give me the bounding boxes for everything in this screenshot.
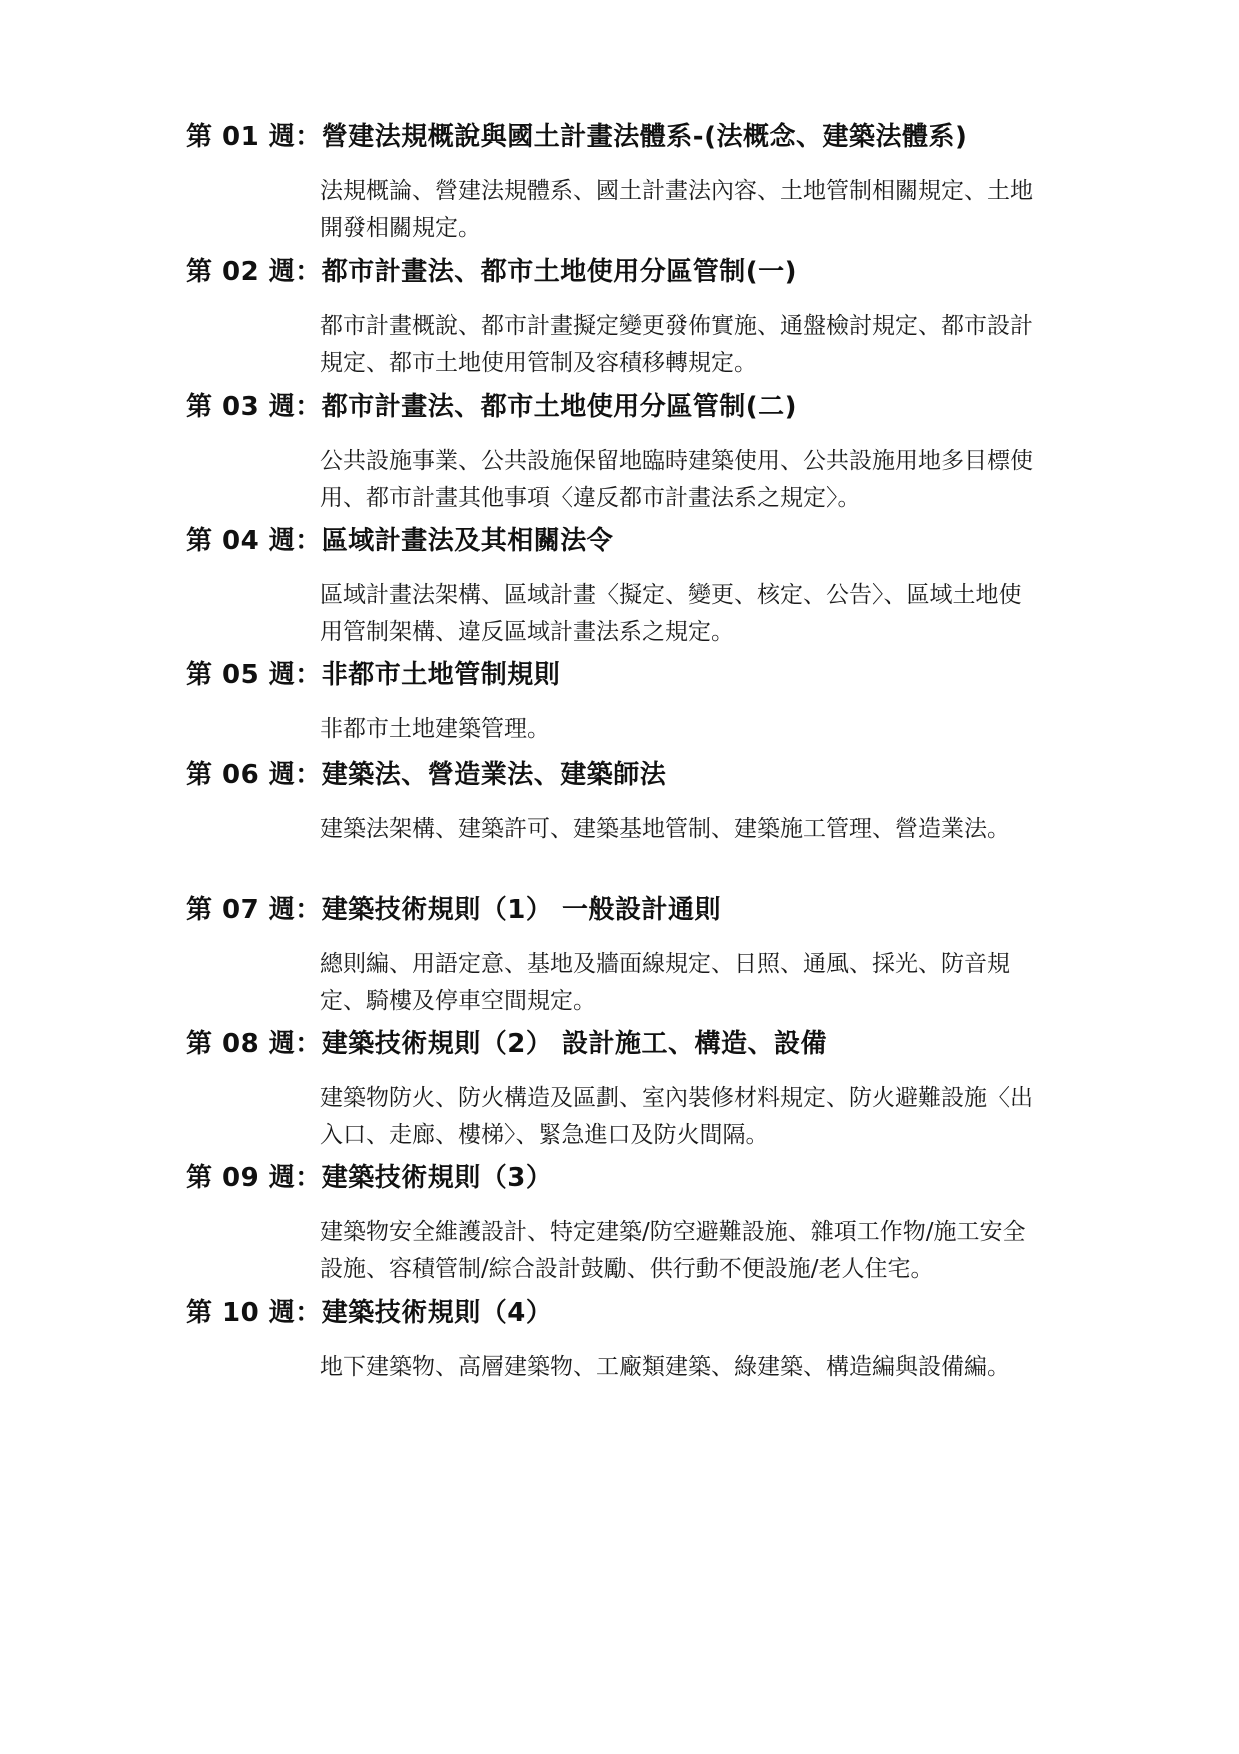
- week-06-heading: [186, 758, 1066, 792]
- week-02-number: 第 02 週：: [186, 257, 322, 287]
- week-08-heading: [186, 1027, 1066, 1061]
- week-01-section: [186, 120, 1066, 247]
- week-10-description: 地下建築物、高層建築物、工廠類建築、綠建築、構造編與設備編。: [320, 1354, 1010, 1380]
- week-01-description: 法規概論、營建法規體系、國土計畫法內容、土地管制相關規定、土地開發相關規定。: [320, 178, 1033, 241]
- week-06-description: 建築法架構、建築許可、建築基地管制、建築施工管理、營造業法。: [320, 816, 1010, 842]
- week-08-title: 建築技術規則（2） 設計施工、構造、設備: [321, 1029, 827, 1059]
- week-09-number: 第 09 週：: [186, 1163, 322, 1193]
- week-03-description: 公共設施事業、公共設施保留地臨時建築使用、公共設施用地多目標使用、都市計畫其他事項〈違反都市計畫法系之規定〉。: [320, 448, 1033, 511]
- week-09-heading: [186, 1161, 1066, 1195]
- week-04-heading: [186, 524, 1066, 558]
- week-09-description: 建築物安全維護設計、特定建築/防空避難設施、雜項工作物/施工安全設施、容積管制/綜合設計鼓勵、供行動不便設施/老人住宅。: [320, 1219, 1026, 1282]
- week-05-section: [186, 658, 1066, 748]
- week-07-section: [186, 893, 1066, 1020]
- week-01-number: 第 01 週：: [186, 122, 322, 152]
- week-02-description: 都市計畫概說、都市計畫擬定變更發佈實施、通盤檢討規定、都市設計規定、都市土地使用管制及容積移轉規定。: [320, 313, 1033, 376]
- week-10-title: 建築技術規則（4）: [321, 1298, 553, 1328]
- week-07-heading: [186, 893, 1066, 927]
- week-07-title: 建築技術規則（1） 一般設計通則: [321, 895, 721, 925]
- week-02-heading: [186, 255, 1066, 289]
- week-05-title: 非都市土地管制規則: [321, 660, 561, 690]
- week-04-description: 區域計畫法架構、區域計畫〈擬定、變更、核定、公告〉、區域土地使用管制架構、違反區域計畫法系之規定。: [320, 582, 1022, 645]
- week-04-number: 第 04 週：: [186, 526, 322, 556]
- week-03-section: [186, 390, 1066, 517]
- week-06-number: 第 06 週：: [186, 760, 322, 790]
- week-09-title: 建築技術規則（3）: [321, 1163, 553, 1193]
- week-05-heading: [186, 658, 1066, 692]
- week-03-heading: [186, 390, 1066, 424]
- week-05-number: 第 05 週：: [186, 660, 322, 690]
- week-01-title: 營建法規概說與國土計畫法體系-(法概念、建築法體系): [321, 122, 968, 152]
- week-07-description: 總則編、用語定意、基地及牆面線規定、日照、通風、採光、防音規定、騎樓及停車空間規定。: [320, 951, 1010, 1014]
- week-02-section: [186, 255, 1066, 382]
- week-10-section: [186, 1296, 1066, 1386]
- week-06-section: [186, 758, 1066, 848]
- week-09-section: [186, 1161, 1066, 1288]
- week-10-number: 第 10 週：: [186, 1298, 322, 1328]
- week-10-heading: [186, 1296, 1066, 1330]
- week-08-description: 建築物防火、防火構造及區劃、室內裝修材料規定、防火避難設施〈出入口、走廊、樓梯〉、緊急進口及防火間隔。: [320, 1085, 1033, 1148]
- week-08-number: 第 08 週：: [186, 1029, 322, 1059]
- week-03-title: 都市計畫法、都市土地使用分區管制(二): [321, 392, 798, 422]
- week-03-number: 第 03 週：: [186, 392, 322, 422]
- week-02-title: 都市計畫法、都市土地使用分區管制(一): [321, 257, 798, 287]
- week-07-number: 第 07 週：: [186, 895, 322, 925]
- week-04-title: 區域計畫法及其相關法令: [321, 526, 614, 556]
- week-04-section: [186, 524, 1066, 651]
- week-06-title: 建築法、營造業法、建築師法: [321, 760, 667, 790]
- week-01-heading: [186, 120, 1066, 154]
- week-05-description: 非都市土地建築管理。: [320, 716, 550, 742]
- week-08-section: [186, 1027, 1066, 1154]
